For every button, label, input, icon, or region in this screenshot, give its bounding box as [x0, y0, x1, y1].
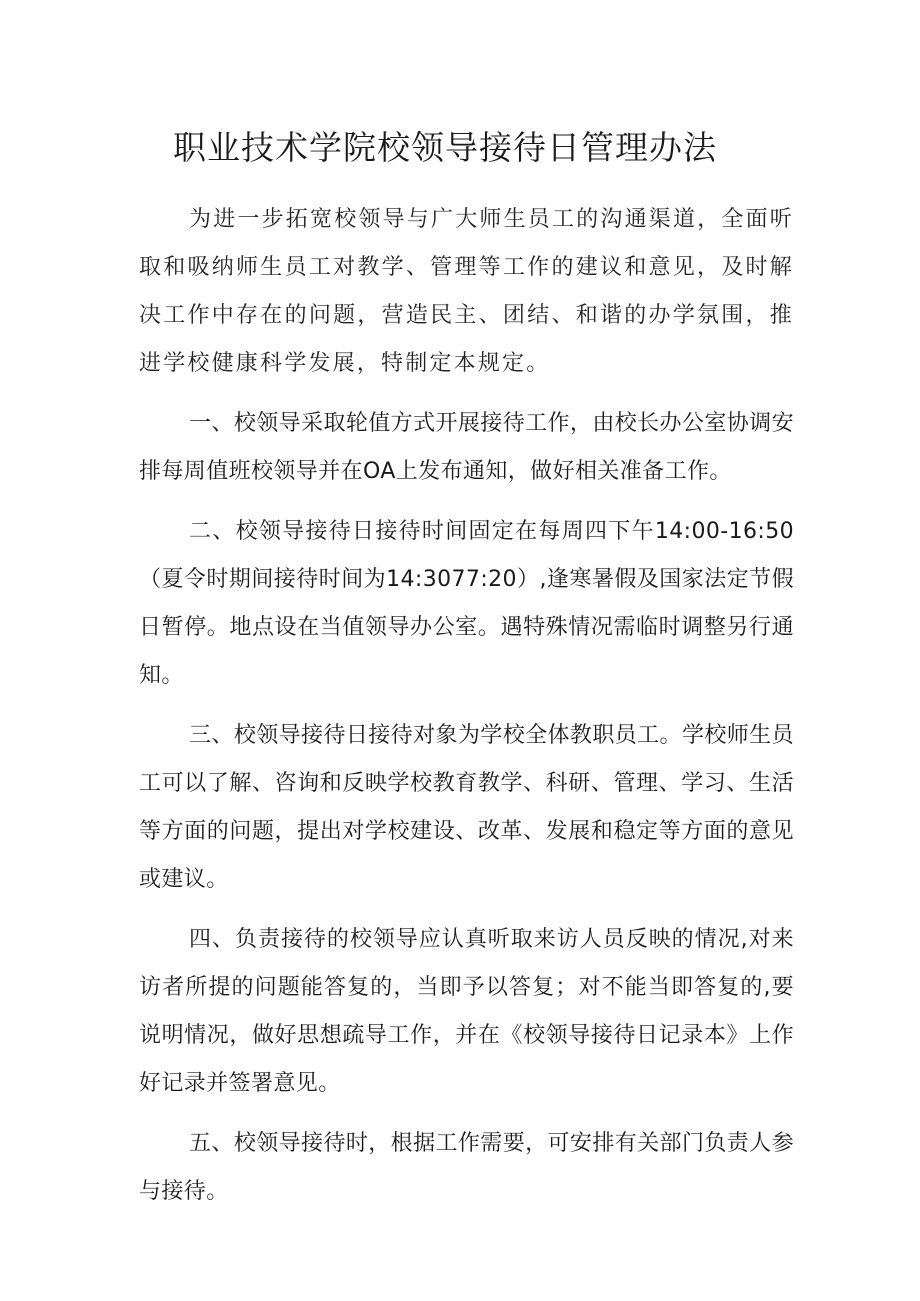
- section-1-paragraph: 一、校领导采取轮值方式开展接待工作，由校长办公室协调安排每周值班校领导并在OA上发布通知，做好相关准备工作。: [139, 411, 794, 484]
- section-5-paragraph: 五、校领导接待时，根据工作需要，可安排有关部门负责人参与接待。: [139, 1131, 794, 1204]
- section-3-paragraph: 三、校领导接待日接待对象为学校全体教职员工。学校师生员工可以了解、咨询和反映学校教育教学、科研、管理、学习、生活等方面的问题，提出对学校建设、改革、发展和稳定等方面的意见或建议。: [139, 723, 794, 892]
- paragraph-spacer: [139, 388, 794, 400]
- document-title: 职业技术学院校领导接待日管理办法: [173, 128, 717, 167]
- section-2-paragraph: 二、校领导接待日接待时间固定在每周四下午14:00-16:50（夏令时期间接待时间为14:3077:20）,逢寒暑假及国家法定节假日暂停。地点设在当值领导办公室。遇特殊情况需临时调整另行通知。: [139, 519, 794, 688]
- document-body: [139, 196, 794, 1216]
- intro-paragraph: 为进一步拓宽校领导与广大师生员工的沟通渠道，全面听取和吸纳师生员工对教学、管理等工作的建议和意见，及时解决工作中存在的问题，营造民主、团结、和谐的办学氛围，推进学校健康科学发展，特制定本规定。: [139, 207, 795, 376]
- paragraph-spacer: [139, 496, 794, 508]
- paragraph-spacer: [139, 1108, 794, 1120]
- paragraph-spacer: [139, 700, 794, 712]
- section-4-paragraph: 四、负责接待的校领导应认真听取来访人员反映的情况,对来访者所提的问题能答复的，当即予以答复；对不能当即答复的,要说明情况，做好思想疏导工作，并在《校领导接待日记录本》上作好记录并签署意见。: [139, 927, 794, 1096]
- paragraph-spacer: [139, 904, 794, 916]
